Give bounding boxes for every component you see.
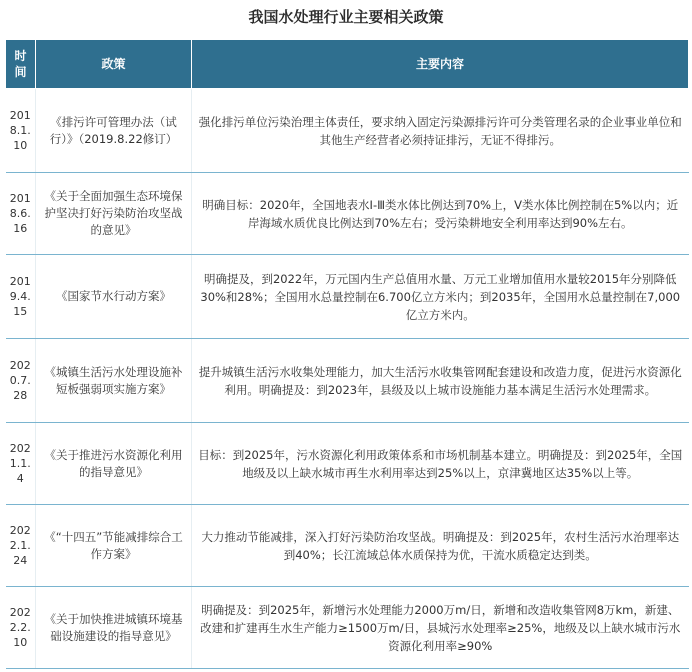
row-content: 明确提及：到2025年，新增污水处理能力2000万m/日，新增和改造收集管网8万km，新建、改建和扩建再生水生产能力≥1500万m/日，县城污水处理率≥25%，地级及以上缺水城市污水资源化利用率≥90%: [192, 587, 689, 669]
header-content: 主要内容: [192, 40, 689, 89]
header-policy: 政策: [36, 40, 192, 89]
row-time: 2022.2.10: [6, 587, 36, 669]
row-content: 强化排污单位污染治理主体责任，要求纳入固定污染源排污许可分类管理名录的企业事业单位和其他生产经营者必须持证排污，无证不得排污。: [192, 89, 689, 173]
row-policy: 《关于全面加强生态环境保护坚决打好污染防治攻坚战的意见》: [36, 173, 192, 255]
table-row: [6, 339, 689, 423]
policy-table: [5, 39, 689, 669]
row-policy: 《“十四五”节能减排综合工作方案》: [36, 505, 192, 587]
row-content: 明确提及，到2022年，万元国内生产总值用水量、万元工业增加值用水量较2015年分别降低30%和28%；全国用水总量控制在6.700亿立方米内；到2035年，全国用水总量控制在7,000亿立方米内。: [192, 255, 689, 339]
row-policy: 《城镇生活污水处理设施补短板强弱项实施方案》: [36, 339, 192, 423]
row-time: 2018.6.16: [6, 173, 36, 255]
row-policy: 《排污许可管理办法（试行）》（2019.8.22修订）: [36, 89, 192, 173]
row-content: 提升城镇生活污水收集处理能力，加大生活污水收集管网配套建设和改造力度，促进污水资源化利用。明确提及：到2023年，县级及以上城市设施能力基本满足生活污水处理需求。: [192, 339, 689, 423]
row-content: 大力推动节能减排，深入打好污染防治攻坚战。明确提及：到2025年，农村生活污水治理率达到40%；长江流域总体水质保持为优，干流水质稳定达到类。: [192, 505, 689, 587]
row-time: 2019.4.15: [6, 255, 36, 339]
row-policy: 《关于推进污水资源化利用的指导意见》: [36, 423, 192, 505]
table-row: [6, 423, 689, 505]
row-content: 目标：到2025年，污水资源化利用政策体系和市场机制基本建立。明确提及：到2025年，全国地级及以上缺水城市再生水利用率达到25%以上，京津冀地区达35%以上等。: [192, 423, 689, 505]
row-time: 2021.1.4: [6, 423, 36, 505]
row-policy: 《关于加快推进城镇环境基础设施建设的指导意见》: [36, 587, 192, 669]
row-policy: 《国家节水行动方案》: [36, 255, 192, 339]
table-row: [6, 255, 689, 339]
table-header-row: [6, 40, 689, 89]
row-time: 2022.1.24: [6, 505, 36, 587]
row-time: 2018.1.10: [6, 89, 36, 173]
table-row: [6, 89, 689, 173]
table-row: [6, 587, 689, 669]
table-row: [6, 173, 689, 255]
row-time: 2020.7.28: [6, 339, 36, 423]
table-row: [6, 505, 689, 587]
page-title: 我国水处理行业主要相关政策: [248, 8, 444, 26]
header-time: 时间: [6, 40, 36, 89]
row-content: 明确目标：2020年，全国地表水Ⅰ-Ⅲ类水体比例达到70%上，V类水体比例控制在5%以内；近岸海域水质优良比例达到70%左右；受污染耕地安全利用率达到90%左右。: [192, 173, 689, 255]
